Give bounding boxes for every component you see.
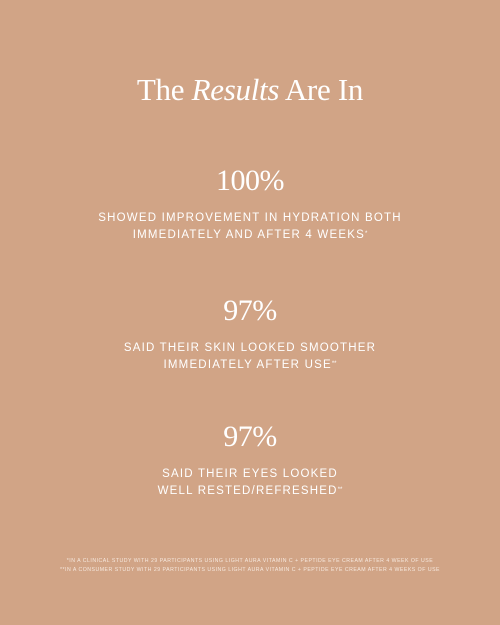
stat-value: 100%: [216, 164, 284, 197]
stat-description-line: [0, 227, 500, 244]
stat-value: 97%: [223, 420, 277, 453]
stat-description-line: SAID THEIR SKIN LOOKED SMOOTHER: [123, 342, 377, 354]
stat-description-text: WELL RESTED/REFRESHED: [157, 484, 338, 497]
stat-description: [0, 210, 500, 243]
page-title: [0, 72, 500, 108]
footnotes: [0, 557, 500, 574]
footnote-marker: **: [331, 360, 337, 367]
footnote-consumer: **IN A CONSUMER STUDY WITH 29 PARTICIPANTS USING LIGHT AURA VITAMIN C + PEPTIDE EYE CREAM AFTER 4 WEEKS OF USE: [60, 566, 440, 573]
stat-block-smoother-skin: [0, 294, 500, 373]
stat-block-rested-eyes: [0, 420, 500, 499]
footnote-clinical: *IN A CLINICAL STUDY WITH 29 PARTICIPANTS USING LIGHT AURA VITAMIN C + PEPTIDE EYE CREAM AFTER 4 WEEK OF USE: [66, 558, 434, 564]
stat-description-line: [0, 357, 500, 374]
stat-value: 97%: [223, 294, 277, 327]
stat-description-line: SAID THEIR EYES LOOKED: [162, 468, 338, 480]
stat-description: [0, 340, 500, 373]
title-text-end: Are In: [279, 72, 364, 107]
title-text-start: The: [136, 72, 192, 107]
title-text-italic: Results: [191, 72, 280, 107]
stat-description-line: [0, 483, 500, 500]
stat-description-text: IMMEDIATELY AND AFTER 4 WEEKS: [132, 228, 365, 241]
stat-description-line: SHOWED IMPROVEMENT IN HYDRATION BOTH: [98, 212, 402, 224]
stat-block-hydration: [0, 164, 500, 243]
footnote-marker: **: [337, 486, 343, 493]
stat-description-text: IMMEDIATELY AFTER USE: [163, 358, 332, 371]
stat-description: [0, 466, 500, 499]
footnote-marker: *: [364, 230, 368, 237]
